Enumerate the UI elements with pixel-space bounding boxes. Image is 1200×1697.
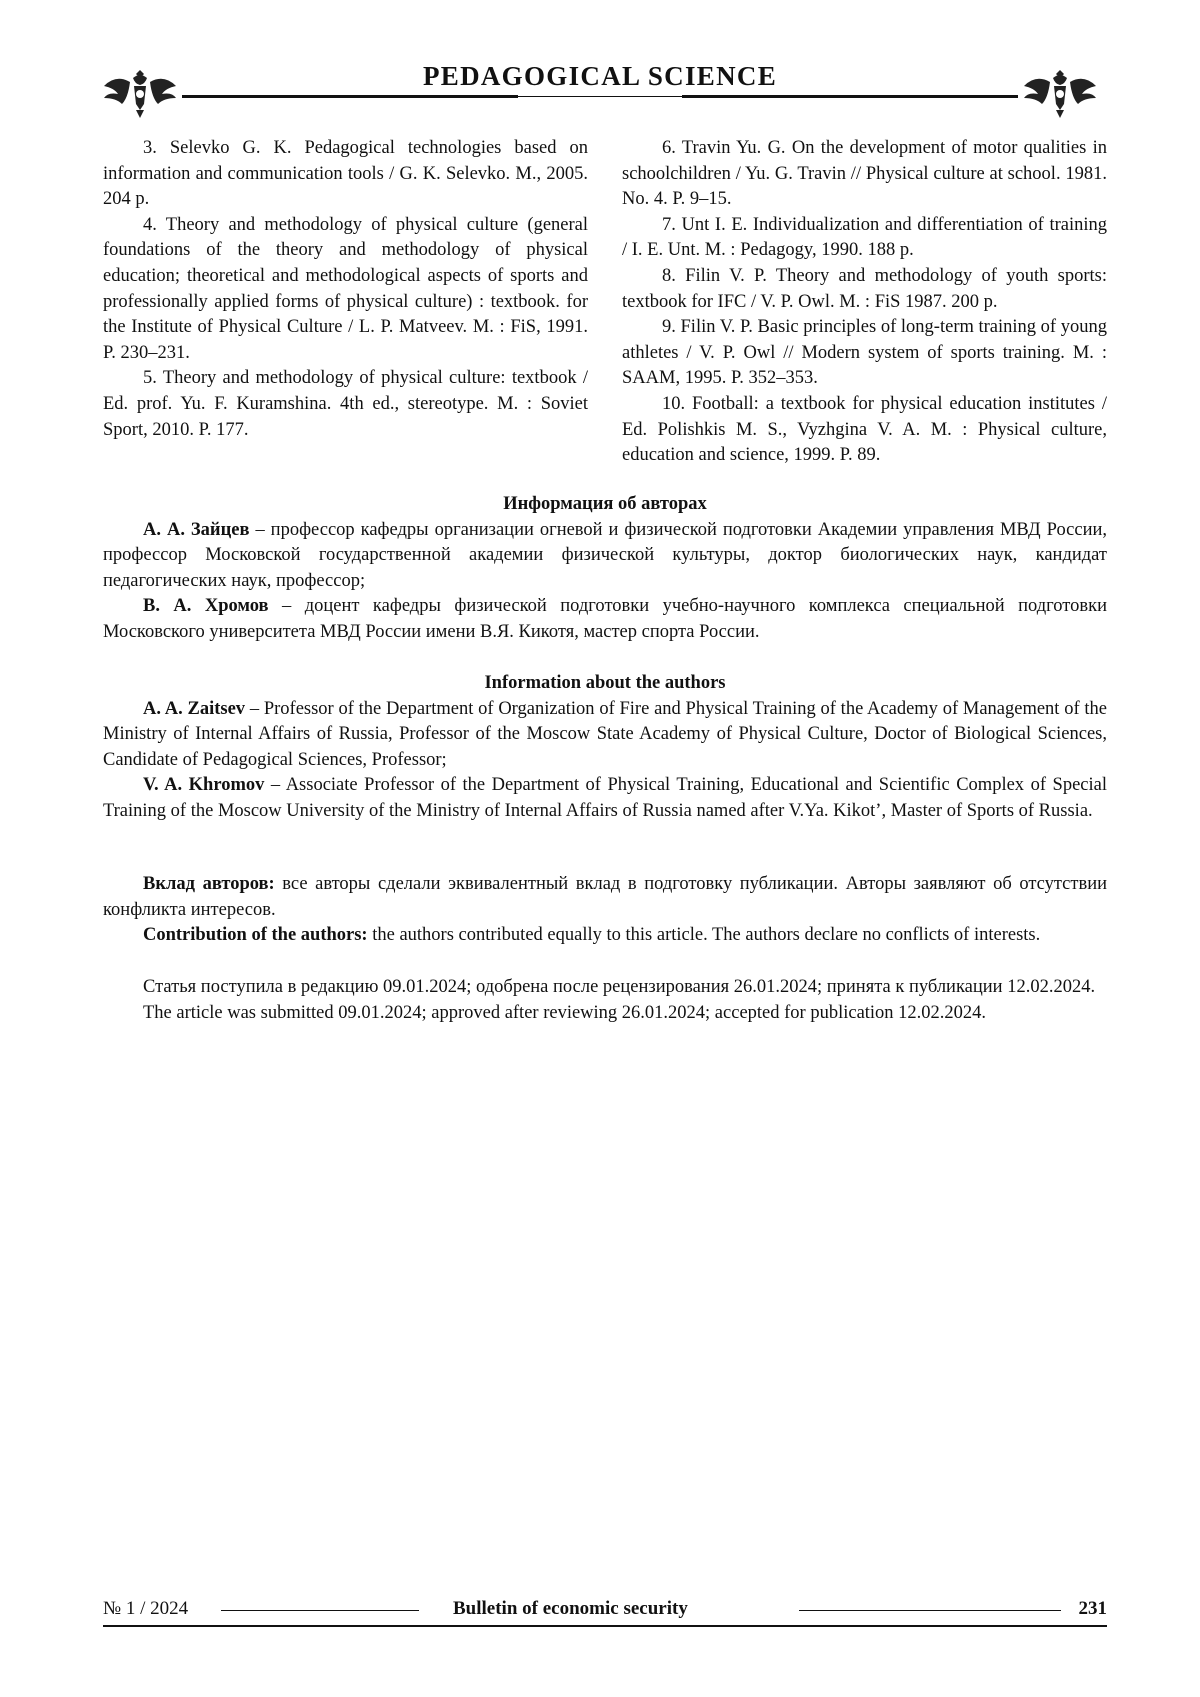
author-entry [103, 594, 1107, 645]
authors-heading-en: Information about the authors [484, 673, 726, 693]
contribution-label-en: Contribution of the authors: [143, 925, 368, 946]
dates-en: The article was submitted 09.01.2024; approved after reviewing 26.01.2024; accepted for publication 12.02.2024. [143, 1002, 987, 1023]
footer-rule [799, 1610, 1061, 1611]
author-description: – Professor of the Department of Organization of Fire and Physical Training of the Academy of Management of the Ministry of Internal Affairs of Russia, Professor of the Moscow State Academy of Physical Culture, Doctor of Biological Sciences, Candidate of Pedagogical Sciences, Professor; [103, 698, 1107, 770]
reference-item: 6. Travin Yu. G. On the development of motor qualities in schoolchildren / Yu. G. Travin // Physical culture at school. 1981. No. 4. P. 9–15. [622, 138, 1107, 210]
author-entry [103, 518, 1107, 595]
contribution-ru [103, 872, 1107, 923]
contribution-label-ru: Вклад авторов: [143, 874, 275, 894]
reference-item: 5. Theory and methodology of physical culture: textbook / Ed. prof. Yu. F. Kuramshina. 4th ed., stereotype. M. : Soviet Sport, 2010. P. 177. [103, 368, 588, 440]
reference-column-right [622, 136, 1107, 469]
authors-info-en [103, 671, 1107, 825]
contribution-text-ru: все авторы сделали эквивалентный вклад в подготовку публикации. Авторы заявляют об отсутствии конфликта интересов. [103, 874, 1107, 920]
author-description: – профессор кафедры организации огневой и физической подготовки Академии управления МВД России, профессор Московской государственной академии физической культуры, доктор биологических наук, кандидат педагогических наук, профессор; [103, 519, 1108, 591]
reference-item: 7. Unt I. E. Individualization and differentiation of training / I. E. Unt. M. : Pedagogy, 1990. 188 p. [622, 214, 1107, 261]
reference-item: 3. Selevko G. K. Pedagogical technologies based on information and communication tools / G. K. Selevko. M., 2005. 204 p. [103, 138, 588, 210]
contribution-text-en: the authors contributed equally to this article. The authors declare no conflicts of interests. [367, 925, 1041, 946]
contribution-statement [103, 872, 1107, 949]
running-header [100, 52, 1100, 122]
author-description: – доцент кафедры физической подготовки учебно-научного комплекса специальной подготовки Московского университета МВД России имени В.Я. Кикотя, мастер спорта России. [103, 596, 1107, 642]
article-dates [103, 975, 1107, 1026]
author-name: В. А. Хромов [143, 596, 269, 617]
issue-number: № 1 / 2024 [103, 1598, 189, 1619]
authors-heading-ru: Информация об авторах [503, 494, 707, 514]
running-footer [103, 1598, 1107, 1628]
double-headed-eagle-emblem-icon [1020, 62, 1100, 122]
reference-item: 10. Football: a textbook for physical education institutes / Ed. Polishkis M. S., Vyzhgina V. A. M. : Physical culture, education and science, 1999. P. 89. [622, 393, 1107, 466]
header-rule-left [182, 95, 518, 98]
authors-info-ru [103, 492, 1107, 646]
footer-rule [221, 1610, 419, 1611]
reference-column-left [103, 136, 588, 443]
author-name: V. A. Khromov [143, 775, 265, 796]
reference-item: 4. Theory and methodology of physical culture (general foundations of the theory and methodology of physical education; theoretical and methodological aspects of sports and professionally applied forms of physical culture) : textbook. for the Institute of Physical Culture / L. P. Matveev. M. : FiS, 1991. P. 230–231. [103, 214, 588, 363]
reference-item: 9. Filin V. P. Basic principles of long-term training of young athletes / V. P. Owl // Modern system of sports training. M. : SAAM, 1995. P. 352–353. [622, 317, 1107, 389]
section-title: PEDAGOGICAL SCIENCE [422, 61, 777, 91]
reference-item: 8. Filin V. P. Theory and methodology of youth sports: textbook for IFC / V. P. Owl. M. : FiS 1987. 200 p. [622, 265, 1107, 312]
author-entry [103, 697, 1107, 774]
author-name: A. A. Zaitsev [143, 698, 246, 719]
header-rule-right [682, 95, 1018, 98]
author-description: – Associate Professor of the Department of Physical Training, Educational and Scientific Complex of Special Training of the Moscow University of the Ministry of Internal Affairs of Russia named after V.Ya. Kikot’, Master of Sports of Russia. [103, 775, 1107, 821]
footer-base-rule [103, 1625, 1107, 1627]
contribution-en [103, 923, 1107, 949]
author-name: А. А. Зайцев [143, 519, 250, 540]
dates-ru: Статья поступила в редакцию 09.01.2024; одобрена после рецензирования 26.01.2024; принята к публикации 12.02.2024. [143, 977, 1096, 997]
page-number: 231 [1078, 1598, 1107, 1619]
journal-title: Bulletin of economic security [453, 1598, 688, 1619]
author-entry [103, 773, 1107, 824]
